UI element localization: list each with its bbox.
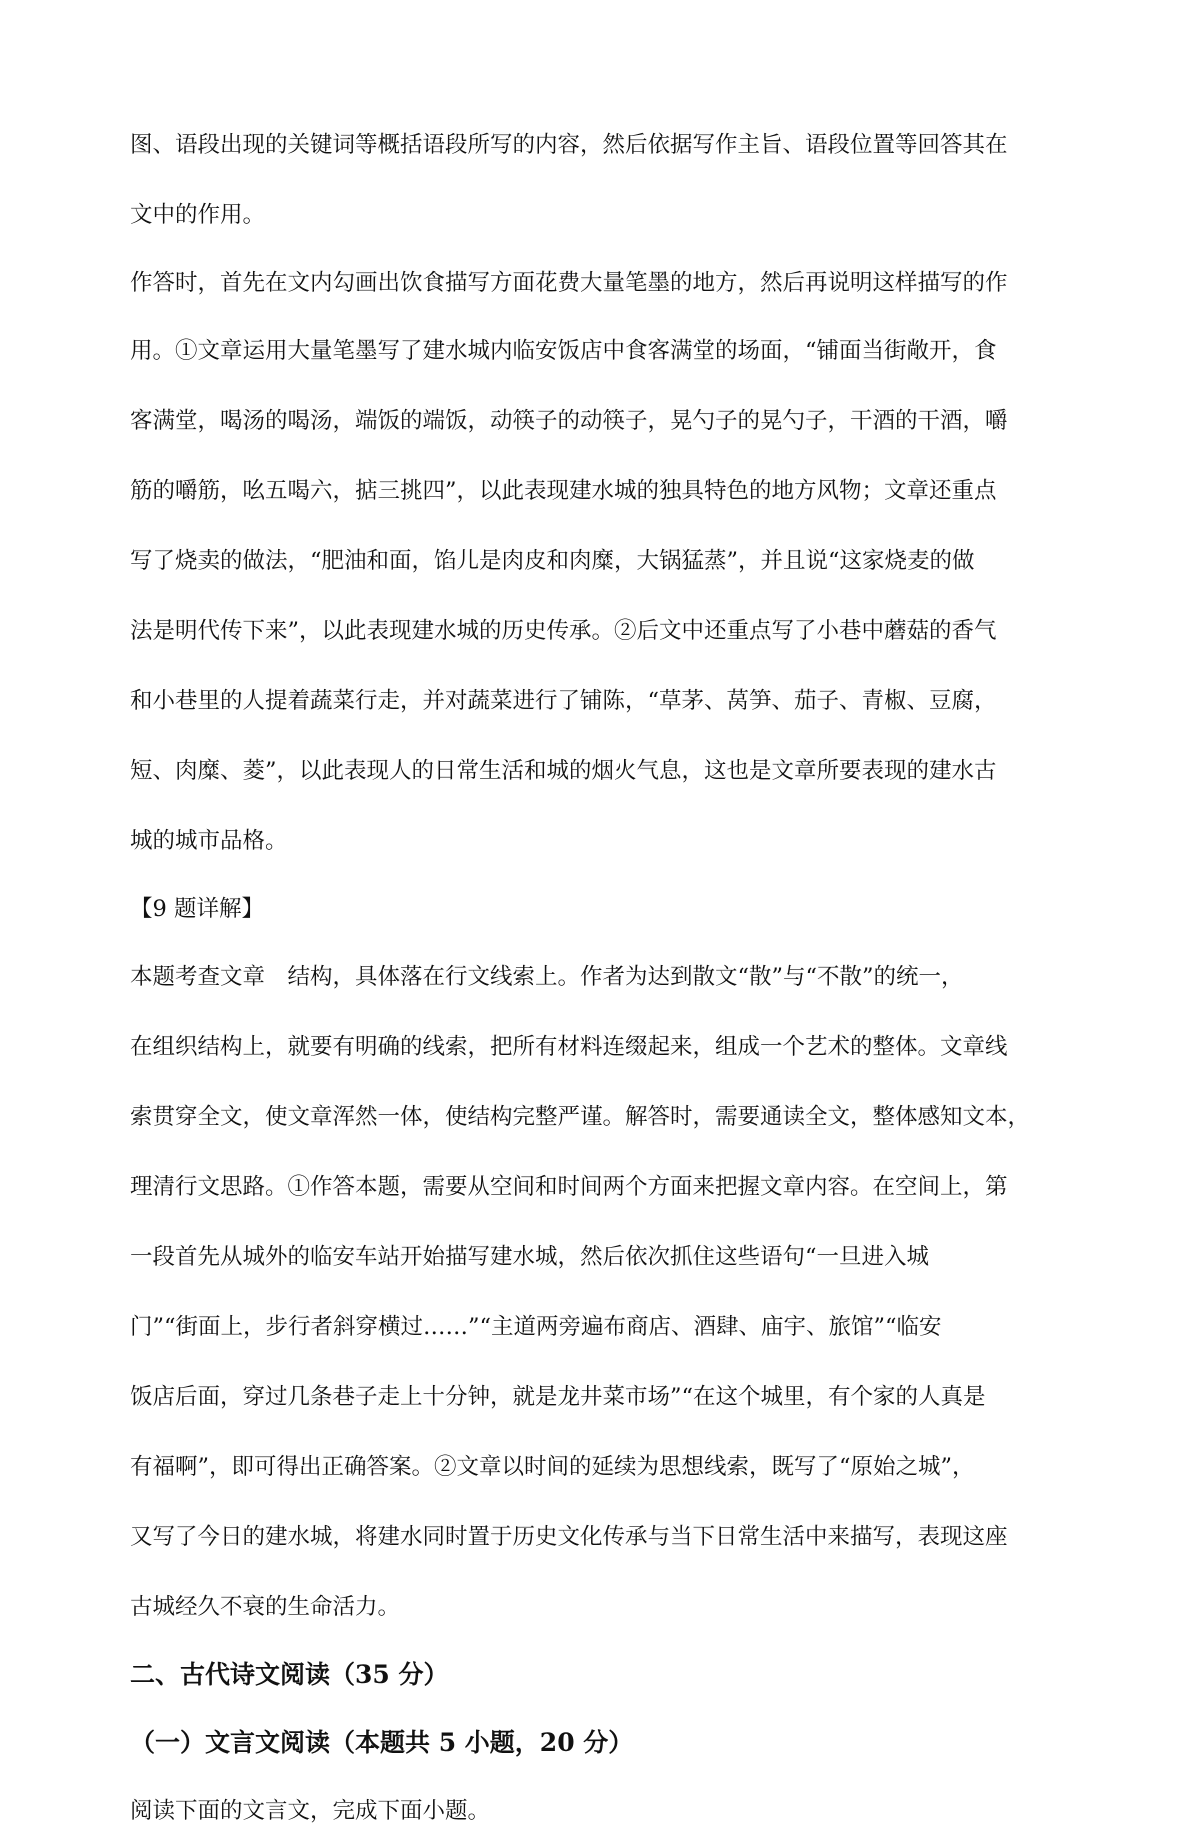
text-line: 和小巷里的人提着蔬菜行走，并对蔬菜进行了铺陈，“草茅、莴笋、茄子、青椒、豆腐， (130, 688, 997, 714)
text-line: 客满堂，喝汤的喝汤，端饭的端饭，动筷子的动筷子，晃勺子的晃勺子，干酒的干酒，嚼 (130, 408, 1008, 434)
text-line: 饭店后面，穿过几条巷子走上十分钟，就是龙井菜市场”“在这个城里，有个家的人真是 (130, 1384, 986, 1410)
text-line: 又写了今日的建水城，将建水同时置于历史文化传承与当下日常生活中来描写，表现这座 (130, 1524, 1008, 1550)
text-line: 索贯穿全文，使文章浑然一体，使结构完整严谨。解答时，需要通读全文，整体感知文本， (130, 1104, 1031, 1130)
text-line: 一段首先从城外的临安车站开始描写建水城，然后依次抓住这些语句“一旦进入城 (130, 1244, 930, 1270)
text-line: 用。①文章运用大量笔墨写了建水城内临安饭店中食客满堂的场面，“铺面当街敞开，食 (130, 338, 997, 364)
instruction-text: 阅读下面的文言文，完成下面小题。 (130, 1798, 491, 1824)
text-line: 文中的作用。 (130, 202, 266, 228)
section-label: 【9 题详解】 (130, 896, 264, 922)
text-line: 城的城市品格。 (130, 828, 288, 854)
text-line: 门”“街面上，步行者斜穿横过……”“主道两旁遍布商店、酒肆、庙宇、旅馆”“临安 (130, 1314, 942, 1340)
text-line: 法是明代传下来”，以此表现建水城的历史传承。②后文中还重点写了小巷中蘑菇的香气 (130, 618, 997, 644)
subsection-heading: （一）文言文阅读（本题共 5 小题，20 分） (130, 1728, 634, 1757)
text-line: 筋的嚼筋，吆五喝六，掂三挑四”，以此表现建水城的独具特色的地方风物；文章还重点 (130, 478, 997, 504)
text-line: 在组织结构上，就要有明确的线索，把所有材料连缀起来，组成一个艺术的整体。文章线 (130, 1034, 1008, 1060)
document-body (130, 130, 1080, 1826)
text-line: 古城经久不衰的生命活力。 (130, 1594, 401, 1620)
text-line: 作答时，首先在文内勾画出饮食描写方面花费大量笔墨的地方，然后再说明这样描写的作 (130, 270, 1008, 296)
text-line: 短、肉糜、菱”，以此表现人的日常生活和城的烟火气息，这也是文章所要表现的建水古 (130, 758, 997, 784)
text-line: 有福啊”，即可得出正确答案。②文章以时间的延续为思想线索，既写了“原始之城”， (130, 1454, 975, 1480)
text-line: 图、语段出现的关键词等概括语段所写的内容，然后依据写作主旨、语段位置等回答其在 (130, 132, 1008, 158)
section-heading: 二、古代诗文阅读（35 分） (130, 1660, 449, 1689)
text-line: 本题考查文章 结构，具体落在行文线索上。作者为达到散文“散”与“不散”的统一， (130, 964, 964, 990)
text-line: 理清行文思路。①作答本题，需要从空间和时间两个方面来把握文章内容。在空间上，第 (130, 1174, 1008, 1200)
text-line: 写了烧卖的做法，“肥油和面，馅儿是肉皮和肉糜，大锅猛蒸”，并且说“这家烧麦的做 (130, 548, 975, 574)
